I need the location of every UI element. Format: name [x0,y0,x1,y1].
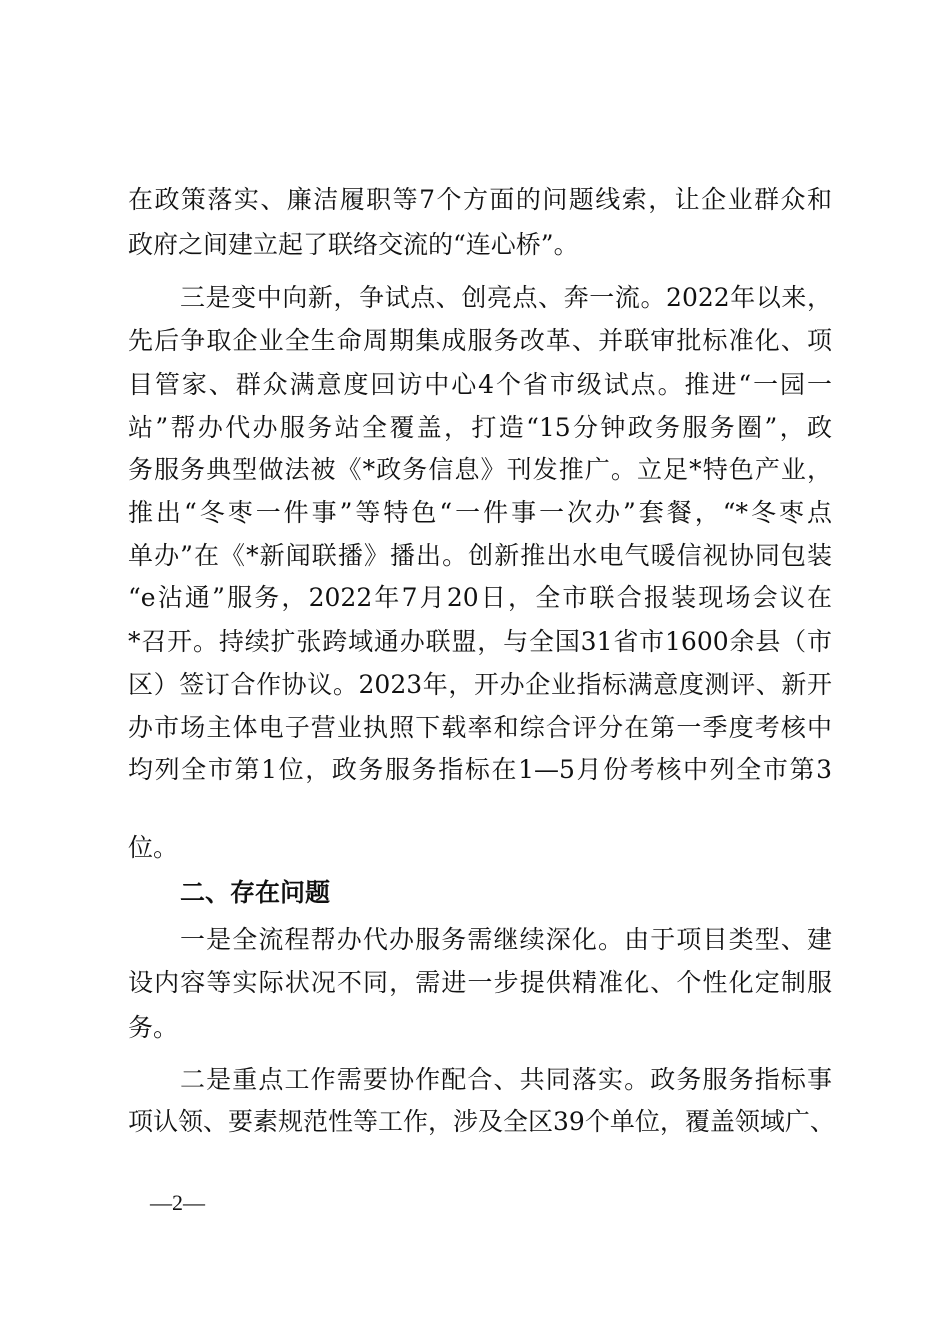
paragraph-start-line: 二是重点工作需要协作配合、共同落实。政务服务指标事 [180,1065,832,1094]
body-line: “e沾通”服务，2022年7月20日，全市联合报装现场会议在 [128,583,832,612]
page-number: —2— [150,1190,205,1215]
body-line: 在政策落实、廉洁履职等7个方面的问题线索，让企业群众和 [128,185,832,214]
body-line: 设内容等实际状况不同，需进一步提供精准化、个性化定制服 [128,968,832,997]
body-line: 位。 [128,833,179,862]
body-line: 区）签订合作协议。2023年，开办企业指标满意度测评、新开 [128,670,832,699]
body-line: 先后争取企业全生命周期集成服务改革、并联审批标准化、项 [128,326,832,355]
body-line: 政府之间建立起了联络交流的“连心桥”。 [128,230,579,259]
paragraph-start-line: 三是变中向新，争试点、创亮点、奔一流。2022年以来， [180,283,832,312]
body-line: 目管家、群众满意度回访中心4个省市级试点。推进“一园一 [128,370,832,399]
body-line: 务。 [128,1013,179,1042]
body-line: 单办”在《*新闻联播》播出。创新推出水电气暖信视协同包装 [128,541,832,570]
body-line: 均列全市第1位，政务服务指标在1—5月份考核中列全市第3 [128,755,832,784]
body-line: *召开。持续扩张跨域通办联盟，与全国31省市1600余县（市 [128,627,832,656]
body-line: 站”帮办代办服务站全覆盖，打造“15分钟政务服务圈”，政 [128,413,832,442]
body-line: 办市场主体电子营业执照下载率和综合评分在第一季度考核中 [128,713,832,742]
body-line: 推出“冬枣一件事”等特色“一件事一次办”套餐，“*冬枣点 [128,498,832,527]
body-line: 务服务典型做法被《*政务信息》刊发推广。立足*特色产业， [128,455,832,484]
paragraph-start-line: 一是全流程帮办代办服务需继续深化。由于项目类型、建 [180,925,832,954]
body-line: 项认领、要素规范性等工作，涉及全区39个单位，覆盖领域广、 [128,1107,835,1136]
section-heading: 二、存在问题 [180,878,331,907]
